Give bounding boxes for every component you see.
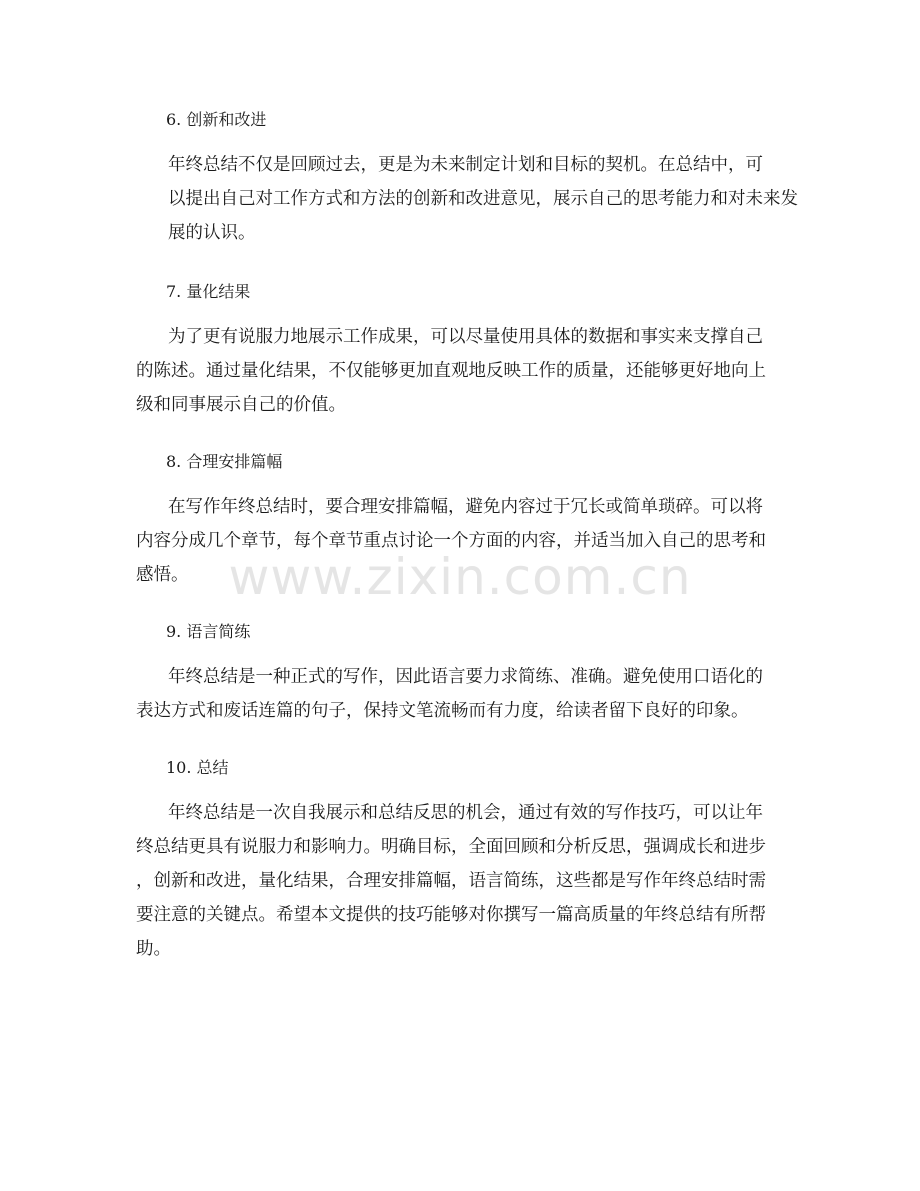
paragraph-line: 终总结更具有说服力和影响力。明确目标，全面回顾和分析反思，强调成长和进步: [136, 837, 766, 857]
watermark: www.zixin.com.cn: [228, 548, 692, 606]
paragraph-line: 在写作年终总结时，要合理安排篇幅，避免内容过于冗长或简单琐碎。可以将: [168, 497, 763, 517]
paragraph-line: 内容分成几个章节，每个章节重点讨论一个方面的内容，并适当加入自己的思考和: [136, 531, 766, 551]
section-heading-8: 8. 合理安排篇幅: [166, 452, 283, 471]
section-heading-10: 10. 总结: [166, 758, 229, 777]
section-paragraph-7: [136, 320, 786, 422]
paragraph-line: 以提出自己对工作方式和方法的创新和改进意见，展示自己的思考能力和对未来发: [168, 189, 798, 209]
section-paragraph-6: [136, 148, 798, 250]
paragraph-line: ，创新和改进，量化结果，合理安排篇幅，语言简练，这些都是写作年终总结时需: [136, 871, 766, 891]
section-heading-6: 6. 创新和改进: [166, 110, 267, 129]
section-heading-9: 9. 语言简练: [166, 622, 251, 641]
paragraph-line: 的陈述。通过量化结果，不仅能够更加直观地反映工作的质量，还能够更好地向上: [136, 361, 766, 381]
section-paragraph-9: [136, 660, 786, 728]
paragraph-line: 展的认识。: [168, 223, 256, 243]
section-paragraph-10: [136, 796, 786, 966]
section-paragraph-8: [136, 490, 786, 592]
paragraph-line: 助。: [136, 939, 171, 959]
paragraph-line: 为了更有说服力地展示工作成果，可以尽量使用具体的数据和事实来支撑自己: [168, 327, 763, 347]
paragraph-line: 级和同事展示自己的价值。: [136, 395, 346, 415]
paragraph-line: 年终总结是一次自我展示和总结反思的机会，通过有效的写作技巧，可以让年: [168, 803, 763, 823]
paragraph-line: 感悟。: [136, 565, 189, 585]
paragraph-line: 要注意的关键点。希望本文提供的技巧能够对你撰写一篇高质量的年终总结有所帮: [136, 905, 766, 925]
paragraph-line: 年终总结是一种正式的写作，因此语言要力求简练、准确。避免使用口语化的: [168, 667, 763, 687]
paragraph-line: 表达方式和废话连篇的句子，保持文笔流畅而有力度，给读者留下良好的印象。: [136, 701, 749, 721]
section-heading-7: 7. 量化结果: [166, 282, 251, 301]
paragraph-line: 年终总结不仅是回顾过去，更是为未来制定计划和目标的契机。在总结中，可: [168, 155, 763, 175]
